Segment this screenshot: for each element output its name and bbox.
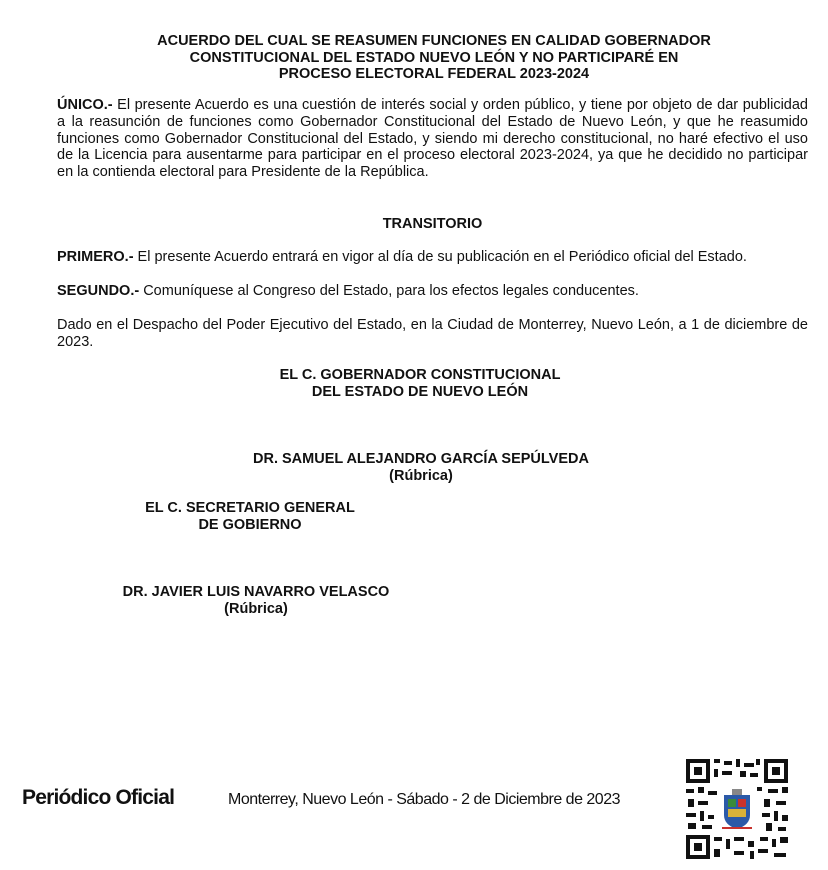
article-text: El presente Acuerdo es una cuestión de interés social y orden público, y tiene por objeto de dar publicidad a la reasunción de funciones como Gobernador Constitucional del Estado de Nuevo León, y que he reasumido funciones como Gobernador Constitucional del Estado, y siendo mi derecho constitucional, no haré efectivo el uso de la Licencia para ausentarme para participar en el proceso electoral 2023-2024, ya que he decidido no participar en la contienda electoral para Presidente de la República.	[57, 97, 808, 181]
article-segundo	[57, 283, 808, 300]
article-unico	[57, 97, 808, 181]
dado-paragraph: Dado en el Despacho del Poder Ejecutivo del Estado, en la Ciudad de Monterrey, Nuevo León, a 1 de diciembre de 2023.	[57, 317, 808, 350]
title-line: CONSTITUCIONAL DEL ESTADO NUEVO LEÓN Y NO PARTICIPARÉ EN	[189, 49, 679, 66]
governor-signature	[200, 451, 642, 484]
article-label: ÚNICO.-	[57, 97, 113, 113]
secretary-title-line: DE GOBIERNO	[198, 516, 302, 533]
transitorio-heading: TRANSITORIO	[382, 216, 483, 232]
governor-name: DR. SAMUEL ALEJANDRO GARCÍA SEPÚLVEDA	[253, 451, 589, 467]
article-primero	[57, 249, 808, 266]
footer-date: Monterrey, Nuevo León - Sábado - 2 de Diciembre de 2023	[228, 791, 620, 808]
secretary-title-line: EL C. SECRETARIO GENERAL	[145, 500, 355, 516]
governor-title	[220, 367, 620, 400]
secretary-signature	[100, 584, 412, 617]
article-label: SEGUNDO.-	[57, 283, 140, 299]
secretary-title	[120, 500, 380, 533]
article-label: PRIMERO.-	[57, 249, 134, 265]
title-line: ACUERDO DEL CUAL SE REASUMEN FUNCIONES EN CALIDAD GOBERNADOR	[157, 33, 711, 49]
secretary-rubrica: (Rúbrica)	[224, 600, 288, 617]
article-text: Comuníquese al Congreso del Estado, para los efectos legales conducentes.	[139, 283, 639, 299]
document-title	[60, 33, 808, 83]
governor-rubrica: (Rúbrica)	[389, 467, 453, 484]
title-line: PROCESO ELECTORAL FEDERAL 2023-2024	[278, 66, 590, 82]
qr-code-icon	[684, 757, 790, 861]
footer-brand: Periódico Oficial	[22, 786, 175, 809]
governor-title-line: EL C. GOBERNADOR CONSTITUCIONAL	[279, 367, 561, 383]
governor-title-line: DEL ESTADO DE NUEVO LEÓN	[311, 383, 529, 400]
secretary-name: DR. JAVIER LUIS NAVARRO VELASCO	[122, 584, 390, 600]
article-text: El presente Acuerdo entrará en vigor al día de su publicación en el Periódico oficial del Estado.	[133, 249, 747, 265]
